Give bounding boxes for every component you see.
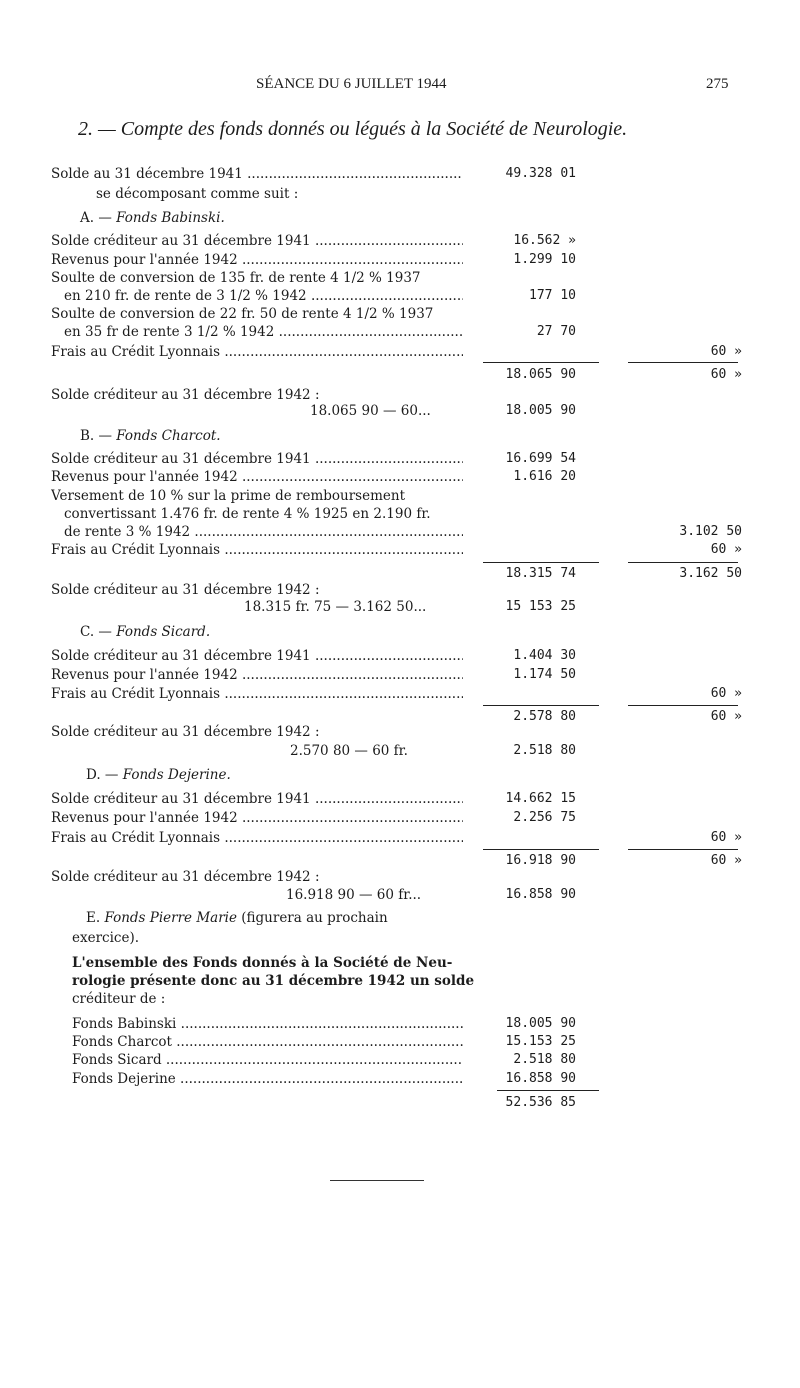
table-row: Revenus pour l'année 1942 ..... 1.616 20 <box>0 466 800 488</box>
fund-c-heading: C. — Fonds Sicard. <box>80 624 211 640</box>
table-row: 2.570 80 — 60 fr. 2.518 80 <box>290 743 576 759</box>
table-row: Frais au Crédit Lyonnais ..... 60 » <box>0 683 800 705</box>
table-row: Solde créditeur au 31 décembre 1941 ..... 1.404 30 <box>0 645 800 667</box>
subtotal-row: 16.918 90 60 » <box>505 853 742 868</box>
fund-b-heading: B. — Fonds Charcot. <box>80 428 221 444</box>
table-row: 18.065 90 — 60... 18.005 90 <box>310 403 576 419</box>
fund-a-heading: A. — Fonds Babinski. <box>80 210 225 226</box>
table-row: Solde créditeur au 31 décembre 1941 ..... 16.699 54 <box>0 448 800 470</box>
table-row: Solde créditeur au 31 décembre 1942 : <box>51 387 320 403</box>
page-number: 275 <box>706 76 729 92</box>
subtotal-row: 2.578 80 60 » <box>513 709 742 724</box>
table-row: Solde créditeur au 31 décembre 1941 ..... 14.662 15 <box>0 788 800 810</box>
running-header: SÉANCE DU 6 JUILLET 1944 <box>256 76 447 92</box>
intro-sub: se décomposant comme suit : <box>96 186 299 202</box>
summary-line1: L'ensemble des Fonds donnés à la Société de Neu- <box>72 955 453 971</box>
table-row: 16.918 90 — 60 fr... 16.858 90 <box>286 887 576 903</box>
table-row: en 35 fr de rente 3 1/2 % 1942 ..... 27 70 <box>0 321 800 343</box>
summary-line2: rologie présente donc au 31 décembre 1942 un solde <box>72 973 475 989</box>
fund-e-line2: exercice). <box>72 930 140 946</box>
table-row: Solde créditeur au 31 décembre 1942 : <box>51 869 320 885</box>
intro-row: Solde au 31 décembre 1941 ..... 49.328 01 <box>0 163 800 185</box>
subtotal-row: 18.315 74 3.162 50 <box>505 566 742 581</box>
table-row: Fonds Sicard ..... 2.518 80 <box>0 1049 800 1071</box>
table-row: Frais au Crédit Lyonnais ..... 60 » <box>0 341 800 363</box>
summary-line3: créditeur de : <box>72 991 166 1007</box>
table-row: Fonds Dejerine ..... 16.858 90 <box>0 1068 800 1090</box>
table-row: Solde créditeur au 31 décembre 1941 ..... 16.562 » <box>0 230 800 252</box>
table-row: Soulte de conversion de 135 fr. de rente 4 1/2 % 1937 <box>51 270 421 286</box>
table-row: Solde créditeur au 31 décembre 1942 : <box>51 582 320 598</box>
table-row: Frais au Crédit Lyonnais ..... 60 » <box>0 539 800 561</box>
table-row: 18.315 fr. 75 — 3.162 50... 15 153 25 <box>244 599 576 615</box>
table-row: Fonds Babinski ..... 18.005 90 <box>0 1013 800 1035</box>
table-row: Frais au Crédit Lyonnais ..... 60 » <box>0 827 800 849</box>
table-row: Solde créditeur au 31 décembre 1942 : <box>51 724 320 740</box>
total-row: 52.536 85 <box>505 1095 576 1110</box>
table-row: Soulte de conversion de 22 fr. 50 de rente 4 1/2 % 1937 <box>51 306 434 322</box>
table-row: convertissant 1.476 fr. de rente 4 % 1925 en 2.190 fr. <box>64 506 431 522</box>
section-title: 2. — Compte des fonds donnés ou légués à la Société de Neurologie. <box>78 118 628 140</box>
table-row: Fonds Charcot ..... 15.153 25 <box>0 1031 800 1053</box>
fund-d-heading: D. — Fonds Dejerine. <box>86 767 231 783</box>
table-row: Revenus pour l'année 1942 ..... 1.299 10 <box>0 249 800 271</box>
table-row: Revenus pour l'année 1942 ..... 1.174 50 <box>0 664 800 686</box>
closing-rule <box>330 1180 424 1181</box>
fund-e-heading: E. Fonds Pierre Marie (figurera au prochain <box>86 910 388 926</box>
table-row: en 210 fr. de rente de 3 1/2 % 1942 ..... 177 10 <box>0 285 800 307</box>
table-row: Revenus pour l'année 1942 ..... 2.256 75 <box>0 807 800 829</box>
table-row: de rente 3 % 1942 ..... 3.102 50 <box>0 521 800 543</box>
subtotal-row: 18.065 90 60 » <box>505 367 742 382</box>
table-row: Versement de 10 % sur la prime de remboursement <box>51 488 406 504</box>
